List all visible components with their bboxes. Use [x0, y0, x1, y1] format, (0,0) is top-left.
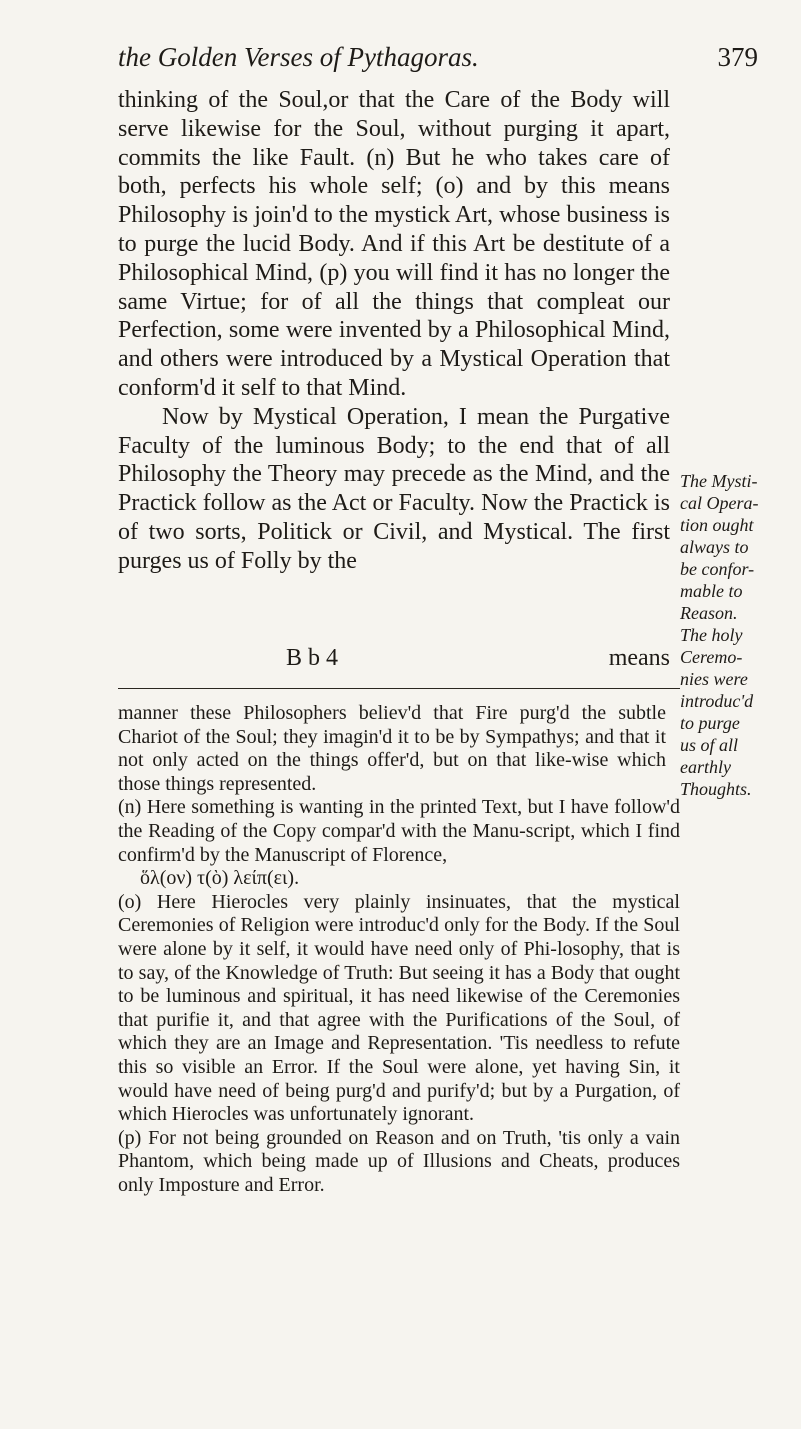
footnote-p: (p) For not being grounded on Reason and on Truth, 'tis only a vain Phantom, which being made up of Illusions and Cheats, produces only Imposture and Error.	[118, 1126, 680, 1196]
margin-note-line: always to	[680, 537, 749, 557]
footnote-o: (o) Here Hierocles very plainly insinuates, that the mystical Ceremonies of Religion were introduc'd only for the Body. If the Soul were alone by it self, it would have need only of Phi-losophy, that is to say, of the Knowledge of Truth: But seeing it has a Body that ought to be luminous and spiritual, it has need likewise of the Ceremonies that purifie it, and that agree with the Purifications of the Soul, of which they are an Image and Representation. 'Tis needless to refute this so visible an Error. If the Soul were alone, yet having Sin, it would have need of being purg'd and purify'd; but by a Purgation, of which Hierocles was unfortunately ignorant.	[118, 890, 680, 1126]
margin-note-line: mable to	[680, 581, 743, 601]
margin-note-line: The holy	[680, 625, 743, 645]
margin-note-line: us of all	[680, 735, 739, 755]
margin-note-line: be confor-	[680, 559, 755, 579]
paragraph-2: Now by Mystical Operation, I mean the Purgative Faculty of the luminous Body; to the end that of all Philosophy the Theory may precede as the Mind, and the Practick follow as the Act or Faculty. Now the Practick is of two sorts, Politick or Civil, and Mystical. The first purges us of Folly by the	[118, 403, 670, 574]
footnote-continuation: manner these Philosophers believ'd that Fire purg'd the subtle Chariot of the Soul; they imagin'd it to be by Sympathys; and that it not only acted on the things offer'd, but on that like-wise which those things represented.	[118, 702, 666, 795]
margin-note-line: Thoughts.	[680, 779, 752, 799]
paragraph-1: thinking of the Soul,or that the Care of the Body will serve likewise for the Soul, without purging it apart, commits the like Fault. (n) But he who takes care of both, perfects his whole self; (o) and by this means Philosophy is join'd to the mystick Art, whose business is to purge the lucid Body. And if this Art be destitute of a Philosophical Mind, (p) you will find it has no longer the same Virtue; for of all the things that compleat our Perfection, some were invented by a Philosophical Mind, and others were introduced by a Mystical Operation that conform'd it self to that Mind.	[118, 87, 670, 401]
running-title: the Golden Verses of Pythagoras.	[118, 42, 479, 72]
margin-note-line: introduc'd	[680, 691, 754, 711]
margin-note-line: earthly	[680, 757, 731, 777]
page-number: 379	[717, 42, 758, 72]
margin-note-line: nies were	[680, 669, 748, 689]
footnote-n: (n) Here something is wanting in the printed Text, but I have follow'd the Reading of the Copy compar'd with the Manu-script, which I find confirm'd by the Manuscript of Florence,	[118, 796, 680, 866]
footnotes	[118, 702, 680, 1197]
catchword: means	[608, 645, 670, 671]
margin-note-line: tion ought	[680, 515, 754, 535]
running-header	[118, 42, 758, 73]
margin-note	[680, 470, 790, 800]
margin-note-line: Reason.	[680, 603, 738, 623]
margin-note-line: The Mysti-	[680, 471, 758, 491]
signature-mark: B b 4	[286, 645, 339, 671]
footnote-n-greek: ὅλ(ον) τ(ὸ) λείπ(ει).	[140, 867, 300, 890]
margin-note-line: cal Opera-	[680, 493, 759, 513]
footnote-divider	[118, 688, 680, 689]
margin-note-line: to purge	[680, 713, 740, 733]
margin-note-line: Ceremo-	[680, 647, 743, 667]
main-text	[118, 86, 670, 576]
